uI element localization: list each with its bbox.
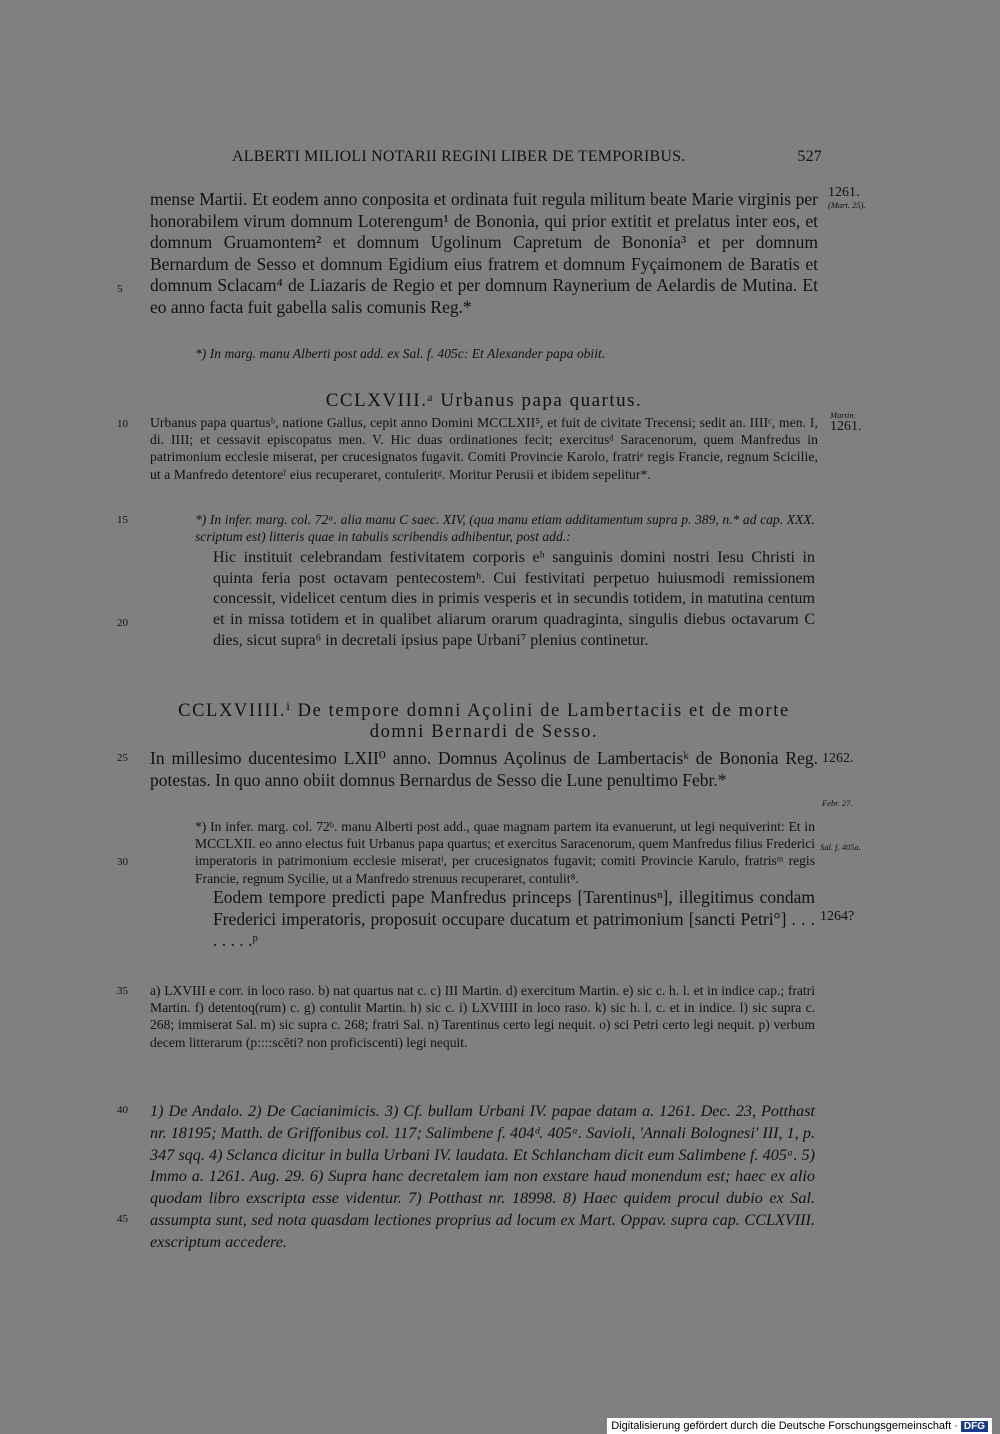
chapter-heading-269-line1: CCLXVIIII.ⁱ De tempore domni Açolini de Lambertaciis et de morte <box>178 701 790 721</box>
margin-febr: Febr. 27. <box>822 798 853 808</box>
chapter-heading-269-line2: domni Bernardi de Sesso. <box>369 722 599 742</box>
line-number: 5 <box>117 283 123 295</box>
variant-readings: a) LXVIII e corr. in loco raso. b) nat quartus nat c. c) III Martin. d) exercitum Martin. e) sic c. h. l. et in indice cap.; fratri Martin. f) detentoq(rum) c. g) contulit Martin. h) sic c. i) LXVIIII in loco raso. k) sic h. l. c. et in indice. l) sic supra c. 268; immiserat Sal. m) sic supra c. 268; fratri Sal. n) Tarentinus certo legi nequit. o) sci Petri certo legi nequit. p) verbum decem litterarum (p::::scēti? non proficiscenti) legi nequit. <box>150 983 815 1050</box>
margin-date-1261: 1261. (Mart. 25). <box>828 185 866 210</box>
note-3b: Eodem tempore predicti pape Manfredus princeps [Tarentinusⁿ], illegitimus condam Frederici imperatoris, proposuit occupare ducatum et patrimonium [sancti Petri°] . . . . . . . .ᵖ <box>213 887 815 951</box>
header-title: ALBERTI MILIOLI NOTARII REGINI LIBER DE TEMPORIBUS. <box>232 148 686 165</box>
funding-footer <box>607 1418 992 1434</box>
line-number: 15 <box>117 514 128 526</box>
line-number: 30 <box>117 856 128 868</box>
margin-date-1261-martin: Martin. 1261. <box>830 410 862 434</box>
line-number: 35 <box>117 985 128 997</box>
line-number: 10 <box>117 418 128 430</box>
line-number: 25 <box>117 752 128 764</box>
line-number: 45 <box>117 1213 128 1225</box>
note-3a: *) In infer. marg. col. 72ᵇ. manu Alberti post add., quae magnam partem ita evanuerunt, ut legi nequiverint: Et in MCCLXII. eo anno electus fuit Urbanus papa quartus; et exercitus Saracenorum, quem Manfredus filius Frederici imperatoris in patrimonium ecclesie miseratˡ, per crucesignatos fugavit; comiti Provincie Karulo, fratrisᵐ regis Francie, regnum Sycilie, ut a Manfredo strenuus recuperaret, contulit⁸. <box>195 819 815 886</box>
note-1: *) In marg. manu Alberti post add. ex Sal. f. 405c: Et Alexander papa obiit. <box>195 346 606 361</box>
page-number: 527 <box>797 148 822 165</box>
paragraph-2: Urbanus papa quartusᵇ, natione Gallus, cepit anno Domini MCCLXII⁵, et fuit de civitate Trecensi; sedit an. IIIIᶜ, men. I, di. IIII; et cessavit episcopatus men. V. Hic duas ordinationes fecit; exercitusᵈ Saracenorum, quem Manfredus in patrimonium ecclesie miserat, per crucesignatos fugavit. Comiti Provincie Karolo, fratriᵉ regis Francie, regnum Scicilie, ut a Manfredo detentoreᶠ eius recuperaret, contuleritᵍ. Moritur Perusii et ibidem sepelitur*. <box>150 415 818 482</box>
note-2b: Hic instituit celebrandam festivitatem corporis eʰ sanguinis domini nostri Iesu Christi in quinta feria post octavam pentecostemʰ. Cui festivitati perpetuo huiusmodi remissionem concessit, videlicet centum dies in primis vesperis et in secundis totidem, in matutina centum et in missa totidem et in qualibet aliarum orarum quadraginta, singulis diebus octavarum C dies, sicut supra⁶ in decretali ipsius pape Urbani⁷ plenius continetur. <box>213 549 815 649</box>
margin-sal: Sal. f. 405a. <box>820 842 861 852</box>
dfg-logo: DFG <box>961 1421 988 1432</box>
paragraph-3: In millesimo ducentesimo LXII⁰ anno. Domnus Açolinus de Lambertacisᵏ de Bononia Reg. potestas. In quo anno obiit domnus Bernardus de Sesso die Lune penultimo Febr.* <box>150 748 818 790</box>
footnotes: 1) De Andalo. 2) De Cacianimicis. 3) Cf. bullam Urbani IV. papae datam a. 1261. Dec. 23, Potthast nr. 18195; Matth. de Griffonibus col. 117; Salimbene f. 404ᵈ. 405ᵃ. Savioli, 'Annali Bolognesi' III, 1, p. 347 sqq. 4) Sclanca dicitur in bulla Urbani IV. laudata. Et Schlancham dicit eum Salimbene f. 405ᵃ. 5) Immo a. 1261. Aug. 29. 6) Supra hanc decretalem iam non exstare haud monendum est; haec ex alio quodam libro exscripta esse videntur. 7) Potthast nr. 18998. 8) Haec quidem procul dubio ex Sal. assumpta sunt, sed nota quasdam lectiones proprius ad locum ex Mart. Oppav. supra cap. CCLXVIII. exscriptum accedere. <box>150 1102 815 1251</box>
margin-date-1262: 1262. <box>822 751 854 766</box>
running-header <box>232 148 822 166</box>
margin-date-1264: 1264? <box>820 909 855 924</box>
chapter-heading-269 <box>150 701 818 743</box>
note-2a: *) In infer. marg. col. 72ᵃ. alia manu C saec. XIV, (qua manu etiam additamentum supra p. 389, n.* ad cap. XXX. scriptum est) litteris quae in tabulis scribendis adhibentur, post add.: <box>195 512 815 545</box>
line-number: 40 <box>117 1104 128 1116</box>
paragraph-1: mense Martii. Et eodem anno conposita et ordinata fuit regula militum beate Marie virginis per honorabilem virum domnum Loterengum¹ de Bononia, qui prior extitit et prelatus inter eos, et domnum Gruamontem² et domnum Ugolinum Capretum de Bononia³ et per domnum Bernardum de Sesso et domnum Egidium eius fratrem et domnum Fyçaimonem de Baratis et domnum Sclacam⁴ de Liazaris de Regio et per domnum Raynerium de Aelardis de Mutina. Et eo anno facta fuit gabella salis comunis Reg.* <box>150 189 818 317</box>
chapter-heading-268: CCLXVIII.ᵃ Urbanus papa quartus. <box>325 390 643 411</box>
line-number: 20 <box>117 617 128 629</box>
footer-text: Digitalisierung gefördert durch die Deutsche Forschungsgemeinschaft · <box>611 1420 958 1432</box>
